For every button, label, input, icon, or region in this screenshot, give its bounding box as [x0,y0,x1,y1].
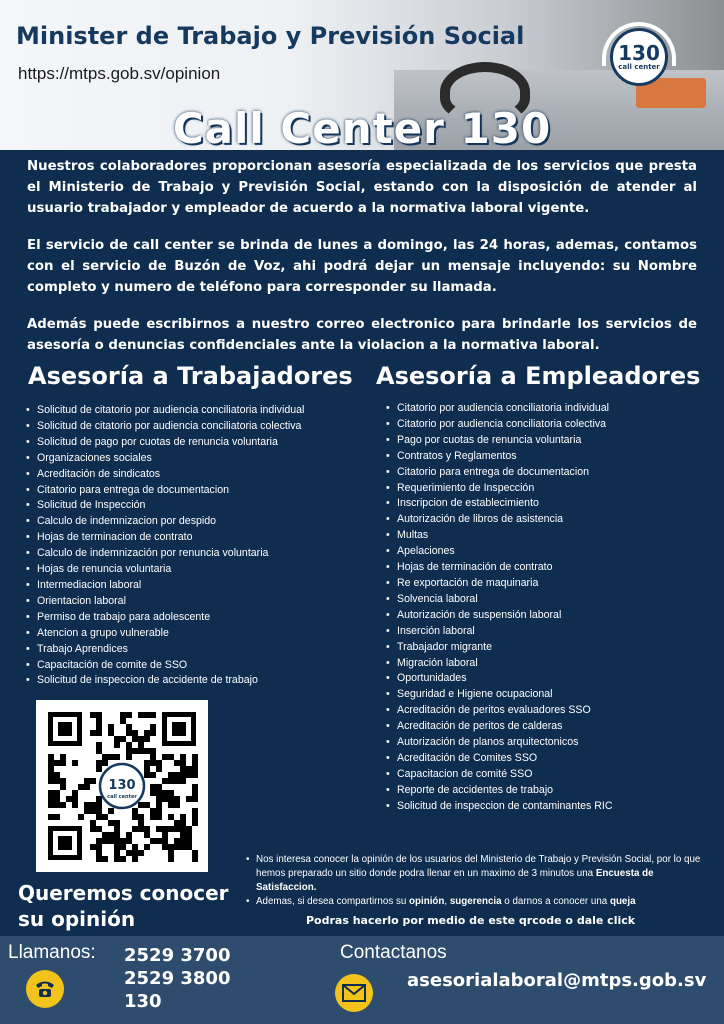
empleadores-list-item: • Requerimiento de Inspección [386,481,613,497]
opinion-title-line2: su opinión [18,907,136,931]
feedback-note-e: o darnos a conocer una [501,896,610,907]
feedback-note [246,895,706,909]
empleadores-list-item: • Contratos y Reglamentos [386,449,613,465]
empleadores-list-item: • Autorización de suspensión laboral [386,608,613,624]
logo-caption: call center [618,63,660,71]
qr-center-number: 130 [108,778,136,793]
section-title-trabajadores: Asesoría a Trabajadores [28,362,353,390]
feedback-note-opinion: opinión [409,896,445,907]
feedback-note-c: , [444,896,450,907]
email-paragraph: Además puede escribirnos a nuestro correo electronico para brindarle los servicios de asesoría o denuncias confidenciales ante la violacion a la normativa laboral. [27,317,697,353]
trabajadores-list-item: • Intermediacion laboral [26,578,304,594]
empleadores-list-item: • Oportunidades [386,671,613,687]
empleadores-list-item: • Apelaciones [386,544,613,560]
trabajadores-list-item: • Citatorio para entrega de documentacion [26,483,304,499]
qr-call-to-action[interactable]: Podras hacerlo por medio de este qrcode o dale click [306,914,636,927]
empleadores-list-item: • Solvencia laboral [386,592,613,608]
empleadores-list-item: • Autorización de libros de asistencia [386,512,613,528]
phone-number-3[interactable]: 130 [124,991,162,1012]
trabajadores-list-item: • Trabajo Aprendices [26,642,304,658]
trabajadores-list-item: • Calculo de indemnización por renuncia voluntaria [26,546,304,562]
empleadores-list-item: • Acreditación de peritos evaluadores SSO [386,703,613,719]
empleadores-list-item: • Migración laboral [386,656,613,672]
empleadores-list-item: • Multas [386,528,613,544]
mail-icon [335,974,373,1012]
qr-code[interactable] [36,700,208,872]
empleadores-list-item: • Autorización de planos arquitectonicos [386,735,613,751]
empleadores-list-item: • Trabajador migrante [386,640,613,656]
empleadores-list-item: • Pago por cuotas de renuncia voluntaria [386,433,613,449]
empleadores-list-item: • Seguridad e Higiene ocupacional [386,687,613,703]
trabajadores-list-item: • Permiso de trabajo para adolescente [26,610,304,626]
trabajadores-list-item: • Solicitud de citatorio por audiencia conciliatoria colectiva [26,419,304,435]
trabajadores-list [26,403,304,689]
intro-paragraph: Nuestros colaboradores proporcionan asesoría especializada de los servicios que presta el Ministerio de Trabajo y Previsión Social, estando con la disposición de atender al usuario trabajador y empleador de acuerdo a la normativa laboral vigente. [27,159,697,216]
trabajadores-list-item: • Hojas de terminacion de contrato [26,530,304,546]
trabajadores-list-item: • Hojas de renuncia voluntaria [26,562,304,578]
survey-link-text[interactable]: Encuesta de Satisfaccion. [256,868,654,893]
schedule-paragraph: El servicio de call center se brinda de lunes a domingo, las 24 horas, ademas, contamos con el servicio de Buzón de Voz, ahi podrá dejar un mensaje incluyendo: su Nombre completo y numero de teléfono para corresponder su llamada. [27,238,697,295]
trabajadores-list-item: • Solicitud de citatorio por audiencia conciliatoria individual [26,403,304,419]
empleadores-list-item: • Citatorio por audiencia conciliatoria colectiva [386,417,613,433]
trabajadores-list-item: • Solicitud de inspeccion de accidente de trabajo [26,673,304,689]
feedback-note-queja: queja [609,896,636,907]
phone-number-2[interactable]: 2529 3800 [124,968,231,989]
trabajadores-list-item: • Solicitud de Inspección [26,498,304,514]
trabajadores-list-item: • Capacitación de comite de SSO [26,658,304,674]
contact-label: Contactanos [340,942,447,963]
trabajadores-list-item: • Solicitud de pago por cuotas de renuncia voluntaria [26,435,304,451]
opinion-url[interactable]: https://mtps.gob.sv/opinion [18,64,221,83]
call-center-logo [600,22,678,92]
empleadores-list-item: • Capacitacion de comité SSO [386,767,613,783]
trabajadores-list-item: • Orientacion laboral [26,594,304,610]
survey-note [246,853,706,895]
trabajadores-list-item: • Acreditación de sindicatos [26,467,304,483]
qr-center-caption: call center [107,794,137,800]
empleadores-list-item: • Hojas de terminación de contrato [386,560,613,576]
empleadores-list-item: • Citatorio por audiencia conciliatoria individual [386,401,613,417]
empleadores-list-item: • Acreditación de Comites SSO [386,751,613,767]
contact-email[interactable]: asesorialaboral@mtps.gob.sv [407,970,707,991]
trabajadores-list-item: • Organizaciones sociales [26,451,304,467]
phone-numbers [124,944,230,1013]
trabajadores-list-item: • Calculo de indemnizacion por despido [26,514,304,530]
empleadores-list-item: • Re exportación de maquinaria [386,576,613,592]
logo-number: 130 [618,41,660,65]
feedback-note-a: Ademas, si desea compartirnos su [256,896,410,907]
empleadores-list-item: • Reporte de accidentes de trabajo [386,783,613,799]
logo-circle [610,28,668,86]
feedback-note-sugerencia: sugerencia [449,896,502,907]
phone-icon [26,970,64,1008]
empleadores-list-item: • Citatorio para entrega de documentacion [386,465,613,481]
empleadores-list-item: • Solicitud de inspeccion de contaminantes RIC [386,799,613,815]
empleadores-list [386,401,613,815]
opinion-notes [246,853,706,909]
call-label: Llamanos: [8,942,96,963]
page-title: Call Center 130 [172,104,552,153]
section-title-empleadores: Asesoría a Empleadores [376,362,701,390]
phone-number-1[interactable]: 2529 3700 [124,945,231,966]
survey-note-text: Nos interesa conocer la opinión de los usuarios del Ministerio de Trabajo y Previsión Social, por lo que hemos preparado un sitio donde podra llenar en un maximo de 3 minutos una [256,854,701,879]
empleadores-list-item: • Inscripcion de establecimiento [386,496,613,512]
empleadores-list-item: • Inserción laboral [386,624,613,640]
trabajadores-list-item: • Atencion a grupo vulnerable [26,626,304,642]
ministry-title: Minister de Trabajo y Previsión Social [16,22,525,50]
opinion-title-line1: Queremos conocer [18,881,229,905]
empleadores-list-item: • Acreditación de peritos de calderas [386,719,613,735]
qr-code-graphic [44,708,200,864]
opinion-title [18,880,229,932]
